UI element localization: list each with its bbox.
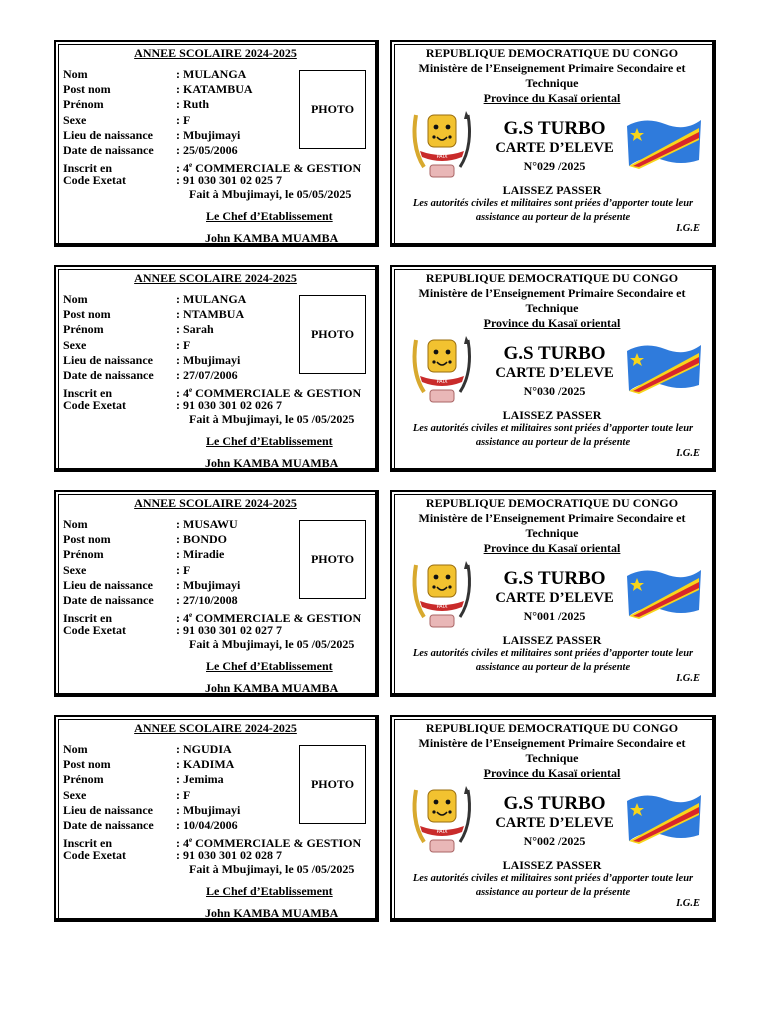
inscrit-rest: COMMERCIALE & GESTION	[192, 836, 362, 851]
photo-box: PHOTO	[299, 70, 366, 149]
value-post-nom: : NTAMBUA	[176, 307, 245, 322]
card-number: N°029 /2025	[523, 159, 586, 173]
ministere: Ministère de l’Enseignement Primaire Secondaire et Technique	[418, 511, 686, 540]
label-code: Code Exetat	[63, 173, 126, 188]
label-inscrit: Inscrit en	[63, 611, 112, 626]
autorites-text: Les autorités civiles et militaires sont priées d’apporter toute leur assistance au porteur de la présente	[412, 648, 694, 673]
card-type: CARTE D’ELEVE	[495, 140, 614, 156]
inscrit-num: : 4	[176, 161, 189, 176]
label-lieu: Lieu de naissance	[63, 127, 154, 142]
field-inscrit	[63, 833, 362, 851]
label-post-nom: Post nom	[63, 532, 111, 547]
label-sexe: Sexe	[63, 562, 87, 577]
province: Province du Kasaï oriental	[483, 541, 621, 555]
signataire: John KAMBA MUAMBA	[205, 231, 339, 245]
autorites-text: Les autorités civiles et militaires sont priées d’apporter toute leur assistance au porteur de la présente	[412, 198, 694, 223]
laissez-passer: LAISSEZ PASSER	[502, 633, 602, 647]
label-prenom: Prénom	[63, 547, 104, 562]
republic-title: REPUBLIQUE DEMOCRATIQUE DU CONGO	[425, 496, 679, 510]
emblem-motto: PAIX	[436, 154, 448, 160]
value-prenom: : Miradie	[176, 547, 225, 562]
label-lieu: Lieu de naissance	[63, 577, 154, 592]
label-inscrit: Inscrit en	[63, 836, 112, 851]
laissez-passer: LAISSEZ PASSER	[502, 858, 602, 872]
value-post-nom: : KADIMA	[176, 757, 235, 772]
card-number: N°002 /2025	[523, 834, 586, 848]
label-prenom: Prénom	[63, 97, 104, 112]
republic-title: REPUBLIQUE DEMOCRATIQUE DU CONGO	[425, 721, 679, 735]
coat-of-arms-icon	[410, 782, 474, 858]
value-prenom: : Sarah	[176, 322, 214, 337]
signataire: John KAMBA MUAMBA	[205, 456, 339, 470]
republic-title: REPUBLIQUE DEMOCRATIQUE DU CONGO	[425, 271, 679, 285]
card-number: N°001 /2025	[523, 609, 586, 623]
drc-flag-icon	[625, 789, 702, 847]
emblem-motto: PAIX	[436, 829, 448, 835]
ministere: Ministère de l’Enseignement Primaire Secondaire et Technique	[418, 286, 686, 315]
inscrit-rest: COMMERCIALE & GESTION	[192, 386, 362, 401]
label-post-nom: Post nom	[63, 307, 111, 322]
value-nom: : MUSAWU	[176, 517, 238, 531]
laissez-passer: LAISSEZ PASSER	[502, 183, 602, 197]
label-prenom: Prénom	[63, 322, 104, 337]
value-code: : 91 030 301 02 025 7	[176, 173, 282, 188]
label-code: Code Exetat	[63, 623, 126, 638]
value-date: : 27/10/2008	[176, 592, 238, 607]
autorites-text: Les autorités civiles et militaires sont priées d’apporter toute leur assistance au porteur de la présente	[412, 423, 694, 448]
school-year: ANNEE SCOLAIRE 2024-2025	[134, 496, 297, 510]
school-year: ANNEE SCOLAIRE 2024-2025	[134, 271, 297, 285]
coat-of-arms-icon	[410, 107, 474, 183]
ministere: Ministère de l’Enseignement Primaire Secondaire et Technique	[418, 61, 686, 90]
label-code: Code Exetat	[63, 848, 126, 863]
student-card-back	[390, 490, 716, 697]
province: Province du Kasaï oriental	[483, 316, 621, 330]
student-card-back	[390, 40, 716, 247]
label-date: Date de naissance	[63, 592, 154, 607]
school-name: G.S TURBO	[503, 793, 606, 814]
drc-flag-icon	[625, 114, 702, 172]
photo-box: PHOTO	[299, 745, 366, 824]
autorites-text: Les autorités civiles et militaires sont priées d’apporter toute leur assistance au porteur de la présente	[412, 873, 694, 898]
value-date: : 25/05/2006	[176, 142, 238, 157]
student-card-front	[54, 40, 379, 247]
value-sexe: : F	[176, 562, 191, 577]
label-post-nom: Post nom	[63, 82, 111, 97]
value-nom: : MULANGA	[176, 67, 247, 81]
value-sexe: : F	[176, 787, 191, 802]
label-post-nom: Post nom	[63, 757, 111, 772]
value-nom: : MULANGA	[176, 292, 247, 306]
value-lieu: : Mbujimayi	[176, 802, 241, 817]
chef-title: Le Chef d’Etablissement	[206, 209, 333, 223]
chef-title: Le Chef d’Etablissement	[206, 434, 333, 448]
value-code: : 91 030 301 02 026 7	[176, 398, 282, 413]
coat-of-arms-icon	[410, 332, 474, 408]
card-type: CARTE D’ELEVE	[495, 815, 614, 831]
inscrit-sup: e	[189, 611, 193, 620]
field-inscrit	[63, 158, 362, 176]
school-name: G.S TURBO	[503, 118, 606, 139]
value-code: : 91 030 301 02 028 7	[176, 848, 282, 863]
label-date: Date de naissance	[63, 817, 154, 832]
drc-flag-icon	[625, 564, 702, 622]
ige: I.G.E	[676, 673, 700, 684]
inscrit-num: : 4	[176, 386, 189, 401]
label-date: Date de naissance	[63, 142, 154, 157]
value-sexe: : F	[176, 112, 191, 127]
fait-a: Fait à Mbujimayi, le 05 /05/2025	[189, 862, 355, 876]
field-inscrit	[63, 608, 362, 626]
value-date: : 10/04/2006	[176, 817, 238, 832]
fait-a: Fait à Mbujimayi, le 05 /05/2025	[189, 637, 355, 651]
label-prenom: Prénom	[63, 772, 104, 787]
coat-of-arms-icon	[410, 557, 474, 633]
republic-title: REPUBLIQUE DEMOCRATIQUE DU CONGO	[425, 46, 679, 60]
label-nom: Nom	[63, 517, 88, 531]
label-sexe: Sexe	[63, 337, 87, 352]
school-name: G.S TURBO	[503, 568, 606, 589]
inscrit-num: : 4	[176, 611, 189, 626]
card-type: CARTE D’ELEVE	[495, 590, 614, 606]
signataire: John KAMBA MUAMBA	[205, 681, 339, 695]
label-nom: Nom	[63, 67, 88, 81]
value-post-nom: : KATAMBUA	[176, 82, 253, 97]
value-sexe: : F	[176, 337, 191, 352]
ige: I.G.E	[676, 223, 700, 234]
inscrit-num: : 4	[176, 836, 189, 851]
photo-box: PHOTO	[299, 295, 366, 374]
inscrit-sup: e	[189, 836, 193, 845]
inscrit-rest: COMMERCIALE & GESTION	[192, 611, 362, 626]
label-date: Date de naissance	[63, 367, 154, 382]
student-card-front	[54, 715, 379, 922]
label-sexe: Sexe	[63, 112, 87, 127]
fait-a: Fait à Mbujimayi, le 05/05/2025	[189, 187, 352, 201]
value-post-nom: : BONDO	[176, 532, 227, 547]
photo-box: PHOTO	[299, 520, 366, 599]
school-year: ANNEE SCOLAIRE 2024-2025	[134, 46, 297, 60]
inscrit-rest: COMMERCIALE & GESTION	[192, 161, 362, 176]
label-sexe: Sexe	[63, 787, 87, 802]
value-nom: : NGUDIA	[176, 742, 232, 756]
drc-flag-icon	[625, 339, 702, 397]
value-lieu: : Mbujimayi	[176, 127, 241, 142]
signataire: John KAMBA MUAMBA	[205, 906, 339, 920]
student-card-back	[390, 715, 716, 922]
school-year: ANNEE SCOLAIRE 2024-2025	[134, 721, 297, 735]
label-lieu: Lieu de naissance	[63, 802, 154, 817]
value-prenom: : Jemima	[176, 772, 224, 787]
label-lieu: Lieu de naissance	[63, 352, 154, 367]
emblem-motto: PAIX	[436, 379, 448, 385]
student-card-front	[54, 490, 379, 697]
label-code: Code Exetat	[63, 398, 126, 413]
label-nom: Nom	[63, 742, 88, 756]
school-name: G.S TURBO	[503, 343, 606, 364]
laissez-passer: LAISSEZ PASSER	[502, 408, 602, 422]
value-code: : 91 030 301 02 027 7	[176, 623, 282, 638]
province: Province du Kasaï oriental	[483, 91, 621, 105]
inscrit-sup: e	[189, 161, 193, 170]
ige: I.G.E	[676, 448, 700, 459]
card-type: CARTE D’ELEVE	[495, 365, 614, 381]
field-inscrit	[63, 383, 362, 401]
label-inscrit: Inscrit en	[63, 386, 112, 401]
ige: I.G.E	[676, 898, 700, 909]
value-date: : 27/07/2006	[176, 367, 238, 382]
label-inscrit: Inscrit en	[63, 161, 112, 176]
ministere: Ministère de l’Enseignement Primaire Secondaire et Technique	[418, 736, 686, 765]
student-card-back	[390, 265, 716, 472]
value-prenom: : Ruth	[176, 97, 210, 112]
inscrit-sup: e	[189, 386, 193, 395]
value-lieu: : Mbujimayi	[176, 577, 241, 592]
chef-title: Le Chef d’Etablissement	[206, 884, 333, 898]
card-number: N°030 /2025	[523, 384, 586, 398]
province: Province du Kasaï oriental	[483, 766, 621, 780]
emblem-motto: PAIX	[436, 604, 448, 610]
student-card-front	[54, 265, 379, 472]
chef-title: Le Chef d’Etablissement	[206, 659, 333, 673]
fait-a: Fait à Mbujimayi, le 05 /05/2025	[189, 412, 355, 426]
value-lieu: : Mbujimayi	[176, 352, 241, 367]
label-nom: Nom	[63, 292, 88, 306]
